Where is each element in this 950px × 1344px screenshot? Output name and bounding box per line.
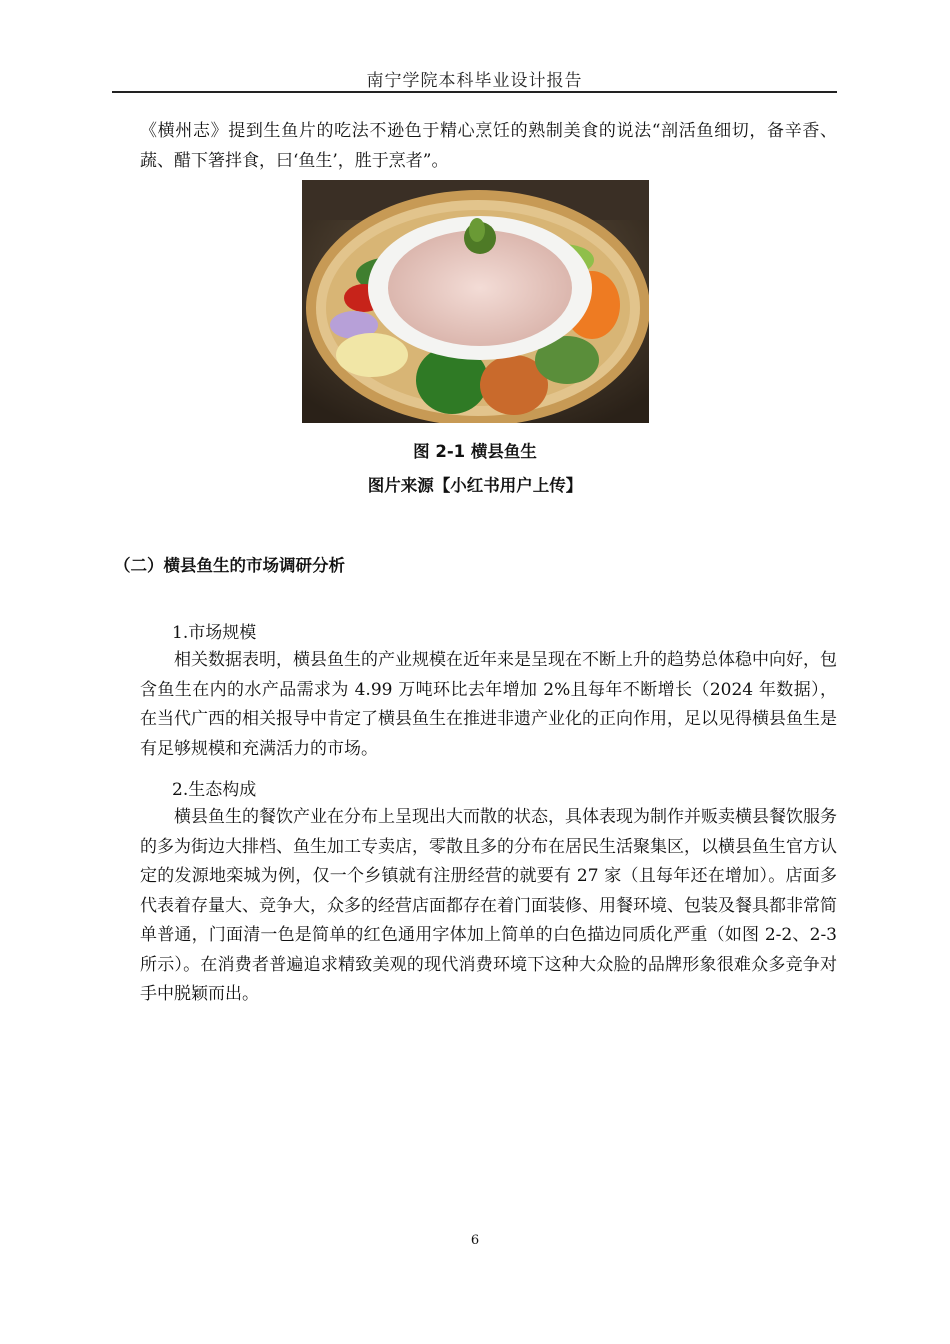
page-header: 南宁学院本科毕业设计报告 bbox=[366, 71, 583, 91]
paragraph-ecosystem: 横县鱼生的餐饮产业在分布上呈现出大而散的状态，具体表现为制作并贩卖横县餐饮服务的多为街边大排档、鱼生加工专卖店，零散且多的分布在居民生活聚集区，以横县鱼生官方认定的发源地栾城为例，仅一个乡镇就有注册经营的就要有 27 家（且每年还在增加）。店面多代表着存量大、竞争大，众多的经营店面都存在着门面装修、用餐环境、包装及餐具都非常简单普通，门面清一色是简单的红色通用字体加上简单的白色描边同质化严重（如图 2-2、2-3 所示）。在消费者普遍追求精致美观的现代消费环境下这种大众脸的品牌形象很难众多竞争对手中脱颖而出。 bbox=[140, 807, 837, 1004]
figure-source: 图片来源【小红书用户上传】 bbox=[367, 476, 583, 495]
intro-paragraph: 《横州志》提到生鱼片的吃法不逊色于精心烹饪的熟制美食的说法“剖活鱼细切，备辛香、蔬、醋下箸拌食，曰‘鱼生’，胜于烹者”。 bbox=[140, 121, 837, 171]
subheading-ecosystem: 2.生态构成 bbox=[172, 780, 257, 800]
subheading-market-size: 1.市场规模 bbox=[172, 623, 257, 643]
figure-caption: 图 2-1 横县鱼生 bbox=[413, 442, 537, 461]
header-rule bbox=[112, 91, 837, 93]
page-number: 6 bbox=[470, 1233, 480, 1248]
yusheng-platter-photo bbox=[302, 180, 649, 423]
paragraph-market-size: 相关数据表明，横县鱼生的产业规模在近年来是呈现在不断上升的趋势总体稳中向好，包含鱼生在内的水产品需求为 4.99 万吨环比去年增加 2%且每年不断增长（2024 年数据），在当代广西的相关报导中肯定了横县鱼生在推进非遗产业化的正向作用，足以见得横县鱼生是有足够规模和充满活力的市场。 bbox=[140, 650, 837, 759]
section-heading: （二）横县鱼生的市场调研分析 bbox=[114, 556, 345, 575]
